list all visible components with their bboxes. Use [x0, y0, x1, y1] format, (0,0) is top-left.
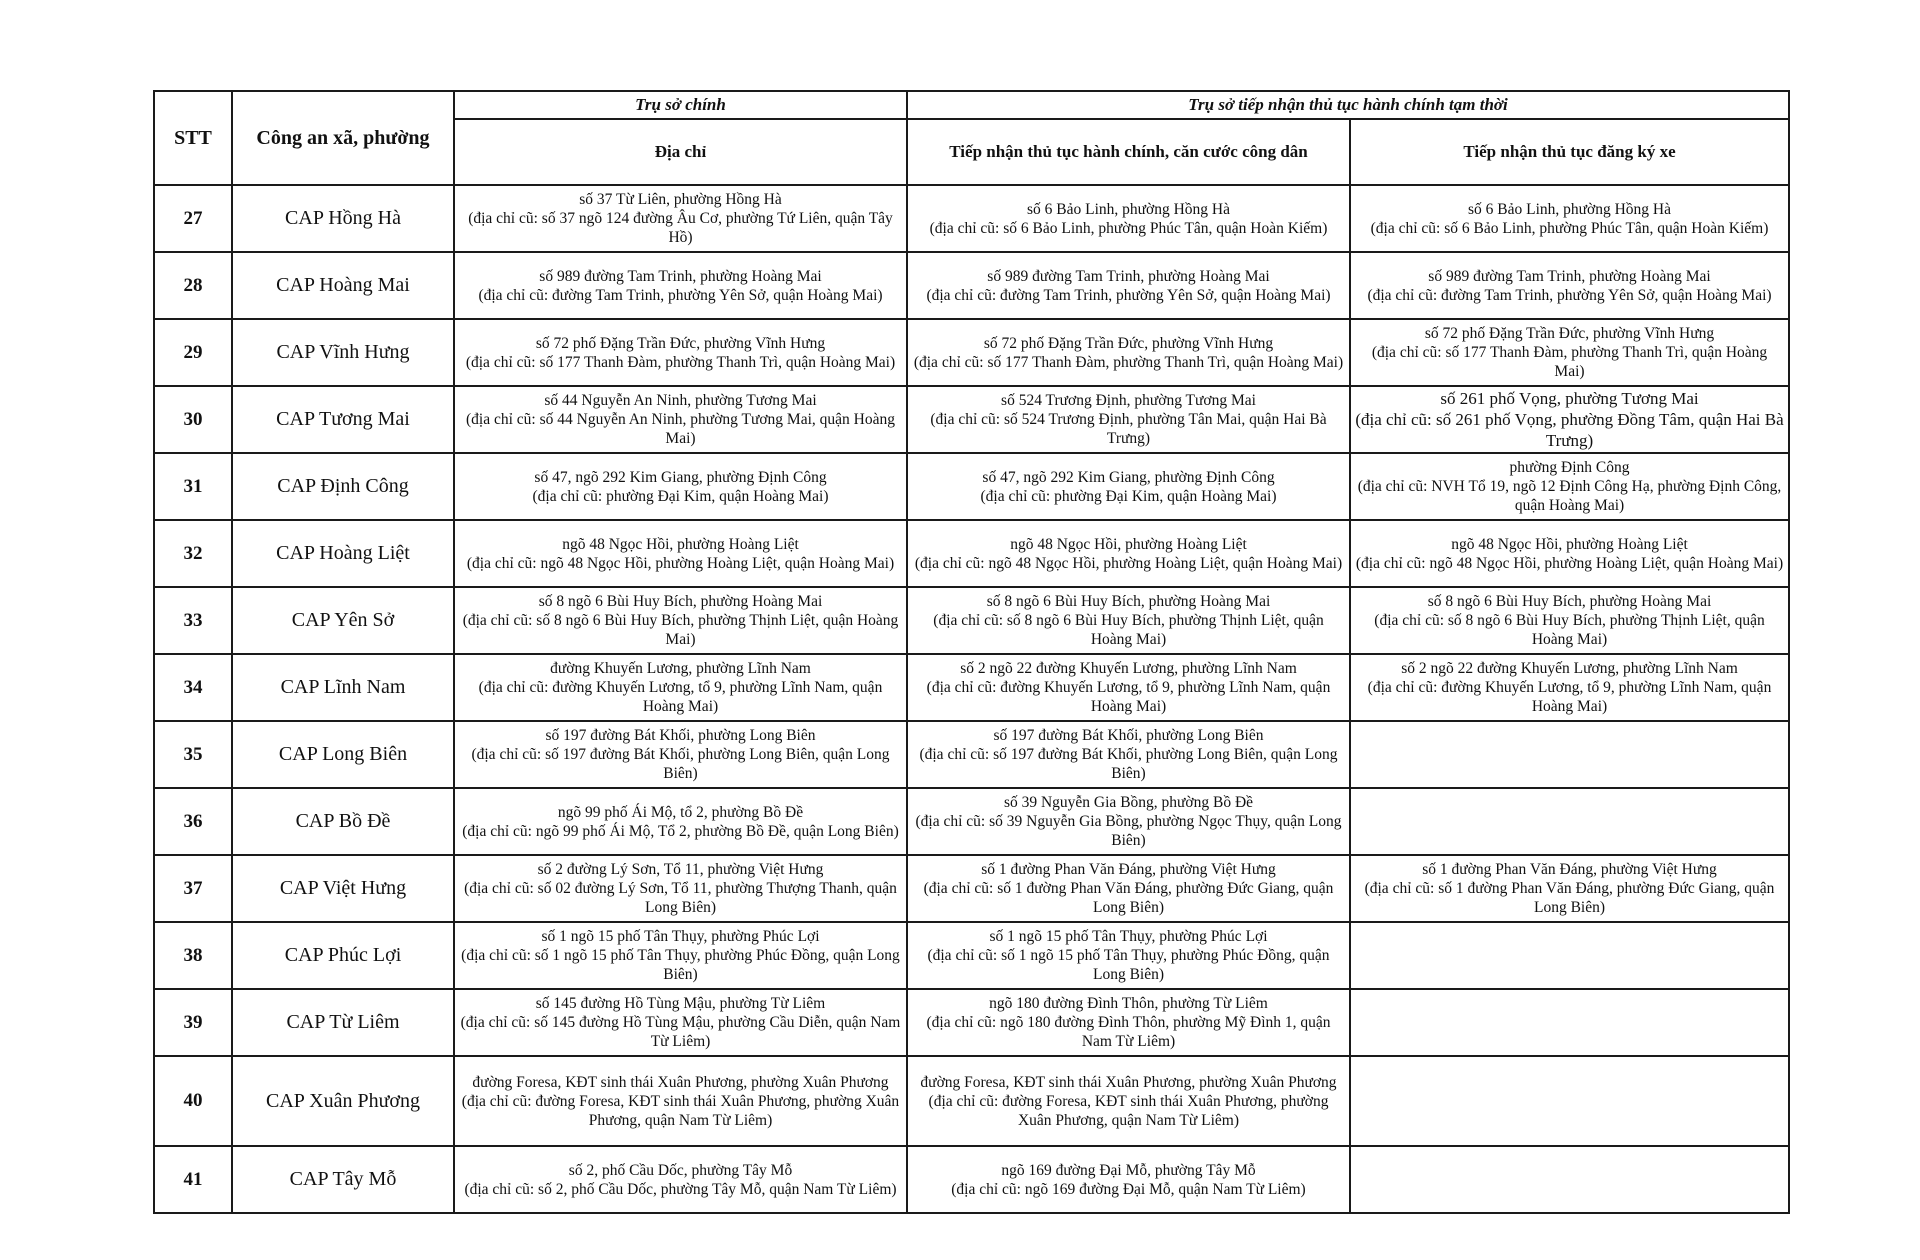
old-address-line: (địa chỉ cũ: số 177 Thanh Đàm, phường Thanh Trì, quận Hoàng Mai) — [465, 353, 896, 371]
current-address-line: ngõ 48 Ngọc Hồi, phường Hoàng Liệt — [1451, 535, 1688, 553]
vehicle-registration-address — [1350, 1146, 1789, 1213]
current-address-line: số 8 ngõ 6 Bùi Huy Bích, phường Hoàng Mai — [1427, 593, 1712, 610]
row-unit-name: CAP Từ Liêm — [232, 989, 454, 1056]
row-unit-name: CAP Hoàng Mai — [232, 252, 454, 319]
old-address-line: (địa chỉ cũ: số 6 Bảo Linh, phường Phúc Tân, quận Hoàn Kiếm) — [1370, 219, 1769, 237]
old-address-line: (địa chỉ cũ: đường Khuyến Lương, tổ 9, phường Lĩnh Nam, quận Hoàng Mai) — [926, 679, 1331, 715]
main-office-address — [454, 788, 907, 855]
row-unit-name: CAP Việt Hưng — [232, 855, 454, 922]
table-row — [154, 1146, 1789, 1213]
vehicle-registration-address — [1350, 185, 1789, 252]
vehicle-registration-address — [1350, 855, 1789, 922]
old-address-line: (địa chỉ cũ: số 524 Trương Định, phường Tân Mai, quận Hai Bà Trưng) — [930, 411, 1327, 447]
current-address-line: số 39 Nguyễn Gia Bồng, phường Bồ Đề — [1003, 794, 1254, 811]
row-unit-name: CAP Xuân Phương — [232, 1056, 454, 1146]
old-address-line: (địa chỉ cũ: số 8 ngõ 6 Bùi Huy Bích, phường Thịnh Liệt, quận Hoàng Mai) — [1374, 612, 1765, 648]
current-address-line: số 2 đường Lý Sơn, Tổ 11, phường Việt Hưng — [537, 861, 824, 878]
old-address-line: (địa chỉ cũ: đường Foresa, KĐT sinh thái Xuân Phương, phường Xuân Phương, quận Nam Từ Liêm) — [928, 1092, 1329, 1129]
vehicle-registration-address — [1350, 721, 1789, 788]
old-address-line: (địa chỉ cũ: đường Foresa, KĐT sinh thái Xuân Phương, phường Xuân Phương, quận Nam Từ Liêm) — [461, 1092, 900, 1129]
current-address-line: số 145 đường Hồ Tùng Mậu, phường Từ Liêm — [535, 995, 826, 1012]
table-row — [154, 1056, 1789, 1146]
table-row — [154, 453, 1789, 520]
table-row — [154, 922, 1789, 989]
table-row — [154, 520, 1789, 587]
admin-procedure-address — [907, 319, 1350, 386]
current-address-line: ngõ 48 Ngọc Hồi, phường Hoàng Liệt — [1010, 535, 1247, 553]
main-office-address — [454, 654, 907, 721]
current-address-line: ngõ 169 đường Đại Mỗ, phường Tây Mỗ — [1001, 1161, 1256, 1179]
old-address-line: (địa chỉ cũ: số 02 đường Lý Sơn, Tổ 11, phường Thượng Thanh, quận Long Biên) — [464, 880, 897, 916]
old-address-line: (địa chỉ cũ: đường Khuyến Lương, tổ 9, phường Lĩnh Nam, quận Hoàng Mai) — [478, 679, 883, 715]
vehicle-registration-address — [1350, 1056, 1789, 1146]
row-stt: 38 — [154, 922, 232, 989]
admin-procedure-address — [907, 453, 1350, 520]
old-address-line: (địa chỉ cũ: số 197 đường Bát Khối, phường Long Biên, quận Long Biên) — [471, 746, 890, 782]
table-row — [154, 788, 1789, 855]
row-unit-name: CAP Long Biên — [232, 721, 454, 788]
old-address-line: (địa chỉ cũ: ngõ 48 Ngọc Hồi, phường Hoàng Liệt, quận Hoàng Mai) — [466, 554, 895, 572]
current-address-line: số 72 phố Đặng Trần Đức, phường Vĩnh Hưng — [1424, 325, 1715, 342]
main-office-address — [454, 1056, 907, 1146]
header-main-office: Trụ sở chính — [454, 91, 907, 119]
admin-procedure-address — [907, 386, 1350, 453]
current-address-line: số 8 ngõ 6 Bùi Huy Bích, phường Hoàng Mai — [538, 593, 823, 610]
old-address-line: (địa chỉ cũ: số 261 phố Vọng, phường Đồng Tâm, quận Hai Bà Trưng) — [1355, 410, 1784, 450]
admin-procedure-address — [907, 520, 1350, 587]
current-address-line: số 261 phố Vọng, phường Tương Mai — [1440, 389, 1699, 408]
row-stt: 36 — [154, 788, 232, 855]
main-office-address — [454, 989, 907, 1056]
admin-procedure-address — [907, 721, 1350, 788]
main-office-address — [454, 855, 907, 922]
old-address-line: (địa chỉ cũ: số 1 ngõ 15 phố Tân Thụy, phường Phúc Đồng, quận Long Biên) — [927, 947, 1330, 983]
header-admin-procedures: Tiếp nhận thủ tục hành chính, căn cước công dân — [907, 119, 1350, 185]
row-unit-name: CAP Phúc Lợi — [232, 922, 454, 989]
vehicle-registration-address — [1350, 453, 1789, 520]
old-address-line: (địa chỉ cũ: NVH Tổ 19, ngõ 12 Định Công Hạ, phường Định Công, quận Hoàng Mai) — [1357, 478, 1782, 514]
header-address: Địa chỉ — [454, 119, 907, 185]
table-row — [154, 721, 1789, 788]
current-address-line: số 1 ngõ 15 phố Tân Thụy, phường Phúc Lợi — [541, 928, 820, 945]
row-stt: 41 — [154, 1146, 232, 1213]
old-address-line: (địa chỉ cũ: số 8 ngõ 6 Bùi Huy Bích, phường Thịnh Liệt, quận Hoàng Mai) — [933, 612, 1324, 648]
admin-procedure-address — [907, 922, 1350, 989]
current-address-line: số 524 Trương Định, phường Tương Mai — [1001, 392, 1256, 409]
current-address-line: số 6 Bảo Linh, phường Hồng Hà — [1026, 200, 1230, 218]
old-address-line: (địa chỉ cũ: số 1 ngõ 15 phố Tân Thụy, phường Phúc Đồng, quận Long Biên) — [461, 947, 900, 983]
table-row — [154, 989, 1789, 1056]
current-address-line: đường Foresa, KĐT sinh thái Xuân Phương, phường Xuân Phương — [920, 1073, 1337, 1091]
old-address-line: (địa chỉ cũ: số 6 Bảo Linh, phường Phúc Tân, quận Hoàn Kiếm) — [929, 219, 1328, 237]
old-address-line: (địa chỉ cũ: số 39 Nguyễn Gia Bồng, phường Ngọc Thụy, quận Long Biên) — [915, 813, 1342, 849]
old-address-line: (địa chỉ cũ: ngõ 99 phố Ái Mộ, Tổ 2, phường Bồ Đề, quận Long Biên) — [462, 822, 899, 840]
current-address-line: ngõ 180 đường Đình Thôn, phường Từ Liêm — [989, 995, 1268, 1012]
current-address-line: ngõ 99 phố Ái Mộ, tổ 2, phường Bồ Đề — [557, 803, 804, 821]
admin-procedure-address — [907, 185, 1350, 252]
header-temp-office: Trụ sở tiếp nhận thủ tục hành chính tạm thời — [907, 91, 1789, 119]
old-address-line: (địa chỉ cũ: số 44 Nguyễn An Ninh, phường Tương Mai, quận Hoàng Mai) — [466, 411, 895, 447]
current-address-line: số 37 Từ Liên, phường Hồng Hà — [579, 191, 782, 208]
current-address-line: đường Khuyến Lương, phường Lĩnh Nam — [550, 660, 811, 677]
row-stt: 32 — [154, 520, 232, 587]
current-address-line: phường Định Công — [1509, 459, 1630, 476]
row-stt: 40 — [154, 1056, 232, 1146]
row-unit-name: CAP Tây Mỗ — [232, 1146, 454, 1213]
main-office-address — [454, 319, 907, 386]
row-stt: 37 — [154, 855, 232, 922]
old-address-line: (địa chỉ cũ: số 1 đường Phan Văn Đáng, phường Đức Giang, quận Long Biên) — [923, 880, 1334, 916]
admin-procedure-address — [907, 989, 1350, 1056]
main-office-address — [454, 1146, 907, 1213]
row-stt: 33 — [154, 587, 232, 654]
current-address-line: số 197 đường Bát Khối, phường Long Biên — [545, 727, 816, 744]
old-address-line: (địa chỉ cũ: phường Đại Kim, quận Hoàng Mai) — [980, 487, 1277, 505]
vehicle-registration-address — [1350, 587, 1789, 654]
police-office-table — [153, 90, 1790, 1214]
vehicle-registration-address — [1350, 989, 1789, 1056]
row-unit-name: CAP Lĩnh Nam — [232, 654, 454, 721]
main-office-address — [454, 922, 907, 989]
main-office-address — [454, 252, 907, 319]
main-office-address — [454, 185, 907, 252]
current-address-line: số 197 đường Bát Khối, phường Long Biên — [993, 727, 1264, 744]
current-address-line: số 72 phố Đặng Trần Đức, phường Vĩnh Hưng — [983, 334, 1274, 352]
current-address-line: số 2 ngõ 22 đường Khuyến Lương, phường Lĩnh Nam — [1401, 660, 1738, 677]
admin-procedure-address — [907, 654, 1350, 721]
old-address-line: (địa chỉ cũ: đường Tam Trinh, phường Yên Sở, quận Hoàng Mai) — [478, 286, 883, 304]
row-stt: 34 — [154, 654, 232, 721]
vehicle-registration-address — [1350, 788, 1789, 855]
old-address-line: (địa chỉ cũ: phường Đại Kim, quận Hoàng Mai) — [532, 487, 829, 505]
current-address-line: số 47, ngõ 292 Kim Giang, phường Định Công — [534, 468, 827, 486]
main-office-address — [454, 453, 907, 520]
row-unit-name: CAP Yên Sở — [232, 587, 454, 654]
old-address-line: (địa chỉ cũ: số 197 đường Bát Khối, phường Long Biên, quận Long Biên) — [919, 746, 1338, 782]
row-unit-name: CAP Hoàng Liệt — [232, 520, 454, 587]
old-address-line: (địa chỉ cũ: số 177 Thanh Đàm, phường Thanh Trì, quận Hoàng Mai) — [913, 353, 1344, 371]
row-stt: 39 — [154, 989, 232, 1056]
main-office-address — [454, 386, 907, 453]
row-unit-name: CAP Hồng Hà — [232, 185, 454, 252]
old-address-line: (địa chỉ cũ: đường Tam Trinh, phường Yên Sở, quận Hoàng Mai) — [1367, 286, 1772, 304]
current-address-line: ngõ 48 Ngọc Hồi, phường Hoàng Liệt — [562, 535, 799, 553]
row-stt: 27 — [154, 185, 232, 252]
old-address-line: (địa chỉ cũ: số 37 ngõ 124 đường Âu Cơ, phường Tứ Liên, quận Tây Hồ) — [468, 210, 893, 246]
admin-procedure-address — [907, 587, 1350, 654]
vehicle-registration-address — [1350, 654, 1789, 721]
old-address-line: (địa chỉ cũ: số 177 Thanh Đàm, phường Thanh Trì, quận Hoàng Mai) — [1371, 344, 1768, 380]
admin-procedure-address — [907, 252, 1350, 319]
vehicle-registration-address — [1350, 520, 1789, 587]
table-row — [154, 386, 1789, 453]
current-address-line: số 72 phố Đặng Trần Đức, phường Vĩnh Hưng — [535, 334, 826, 352]
row-stt: 29 — [154, 319, 232, 386]
vehicle-registration-address — [1350, 252, 1789, 319]
current-address-line: đường Foresa, KĐT sinh thái Xuân Phương, phường Xuân Phương — [472, 1073, 889, 1091]
header-vehicle-registration: Tiếp nhận thủ tục đăng ký xe — [1350, 119, 1789, 185]
table-row — [154, 185, 1789, 252]
main-office-address — [454, 520, 907, 587]
table-row — [154, 252, 1789, 319]
current-address-line: số 1 đường Phan Văn Đáng, phường Việt Hưng — [1422, 861, 1717, 878]
main-office-address — [454, 721, 907, 788]
row-stt: 30 — [154, 386, 232, 453]
vehicle-registration-address — [1350, 922, 1789, 989]
current-address-line: số 47, ngõ 292 Kim Giang, phường Định Công — [982, 468, 1275, 486]
current-address-line: số 44 Nguyễn An Ninh, phường Tương Mai — [544, 392, 817, 409]
table-row — [154, 319, 1789, 386]
old-address-line: (địa chỉ cũ: ngõ 169 đường Đại Mỗ, quận Nam Từ Liêm) — [951, 1180, 1306, 1198]
header-stt: STT — [154, 91, 232, 185]
vehicle-registration-address — [1350, 386, 1789, 453]
admin-procedure-address — [907, 1056, 1350, 1146]
row-unit-name: CAP Tương Mai — [232, 386, 454, 453]
current-address-line: số 6 Bảo Linh, phường Hồng Hà — [1467, 200, 1671, 218]
old-address-line: (địa chỉ cũ: số 8 ngõ 6 Bùi Huy Bích, phường Thịnh Liệt, quận Hoàng Mai) — [462, 612, 899, 648]
row-stt: 35 — [154, 721, 232, 788]
table-row — [154, 587, 1789, 654]
current-address-line: số 989 đường Tam Trinh, phường Hoàng Mai — [539, 267, 822, 285]
header-unit: Công an xã, phường — [232, 91, 454, 185]
current-address-line: số 2 ngõ 22 đường Khuyến Lương, phường Lĩnh Nam — [960, 660, 1297, 677]
admin-procedure-address — [907, 855, 1350, 922]
table-row — [154, 855, 1789, 922]
current-address-line: số 1 ngõ 15 phố Tân Thụy, phường Phúc Lợi — [989, 928, 1268, 945]
table-body — [154, 185, 1789, 1213]
main-office-address — [454, 587, 907, 654]
row-unit-name: CAP Bồ Đề — [232, 788, 454, 855]
row-stt: 28 — [154, 252, 232, 319]
current-address-line: số 1 đường Phan Văn Đáng, phường Việt Hưng — [981, 861, 1276, 878]
old-address-line: (địa chỉ cũ: đường Tam Trinh, phường Yên Sở, quận Hoàng Mai) — [926, 286, 1331, 304]
table-row — [154, 654, 1789, 721]
old-address-line: (địa chỉ cũ: số 1 đường Phan Văn Đáng, phường Đức Giang, quận Long Biên) — [1364, 880, 1775, 916]
old-address-line: (địa chỉ cũ: số 145 đường Hồ Tùng Mậu, phường Cầu Diễn, quận Nam Từ Liêm) — [460, 1014, 901, 1050]
admin-procedure-address — [907, 1146, 1350, 1213]
old-address-line: (địa chỉ cũ: ngõ 180 đường Đình Thôn, phường Mỹ Đình 1, quận Nam Từ Liêm) — [926, 1014, 1331, 1050]
current-address-line: số 989 đường Tam Trinh, phường Hoàng Mai — [1428, 267, 1711, 285]
row-stt: 31 — [154, 453, 232, 520]
old-address-line: (địa chỉ cũ: ngõ 48 Ngọc Hồi, phường Hoàng Liệt, quận Hoàng Mai) — [1355, 554, 1784, 572]
old-address-line: (địa chỉ cũ: đường Khuyến Lương, tổ 9, phường Lĩnh Nam, quận Hoàng Mai) — [1367, 679, 1772, 715]
old-address-line: (địa chỉ cũ: ngõ 48 Ngọc Hồi, phường Hoàng Liệt, quận Hoàng Mai) — [914, 554, 1343, 572]
row-unit-name: CAP Định Công — [232, 453, 454, 520]
current-address-line: số 989 đường Tam Trinh, phường Hoàng Mai — [987, 267, 1270, 285]
old-address-line: (địa chỉ cũ: số 2, phố Cầu Dốc, phường Tây Mỗ, quận Nam Từ Liêm) — [464, 1180, 897, 1198]
vehicle-registration-address — [1350, 319, 1789, 386]
current-address-line: số 8 ngõ 6 Bùi Huy Bích, phường Hoàng Mai — [986, 593, 1271, 610]
admin-procedure-address — [907, 788, 1350, 855]
row-unit-name: CAP Vĩnh Hưng — [232, 319, 454, 386]
current-address-line: số 2, phố Cầu Dốc, phường Tây Mỗ — [568, 1161, 793, 1179]
